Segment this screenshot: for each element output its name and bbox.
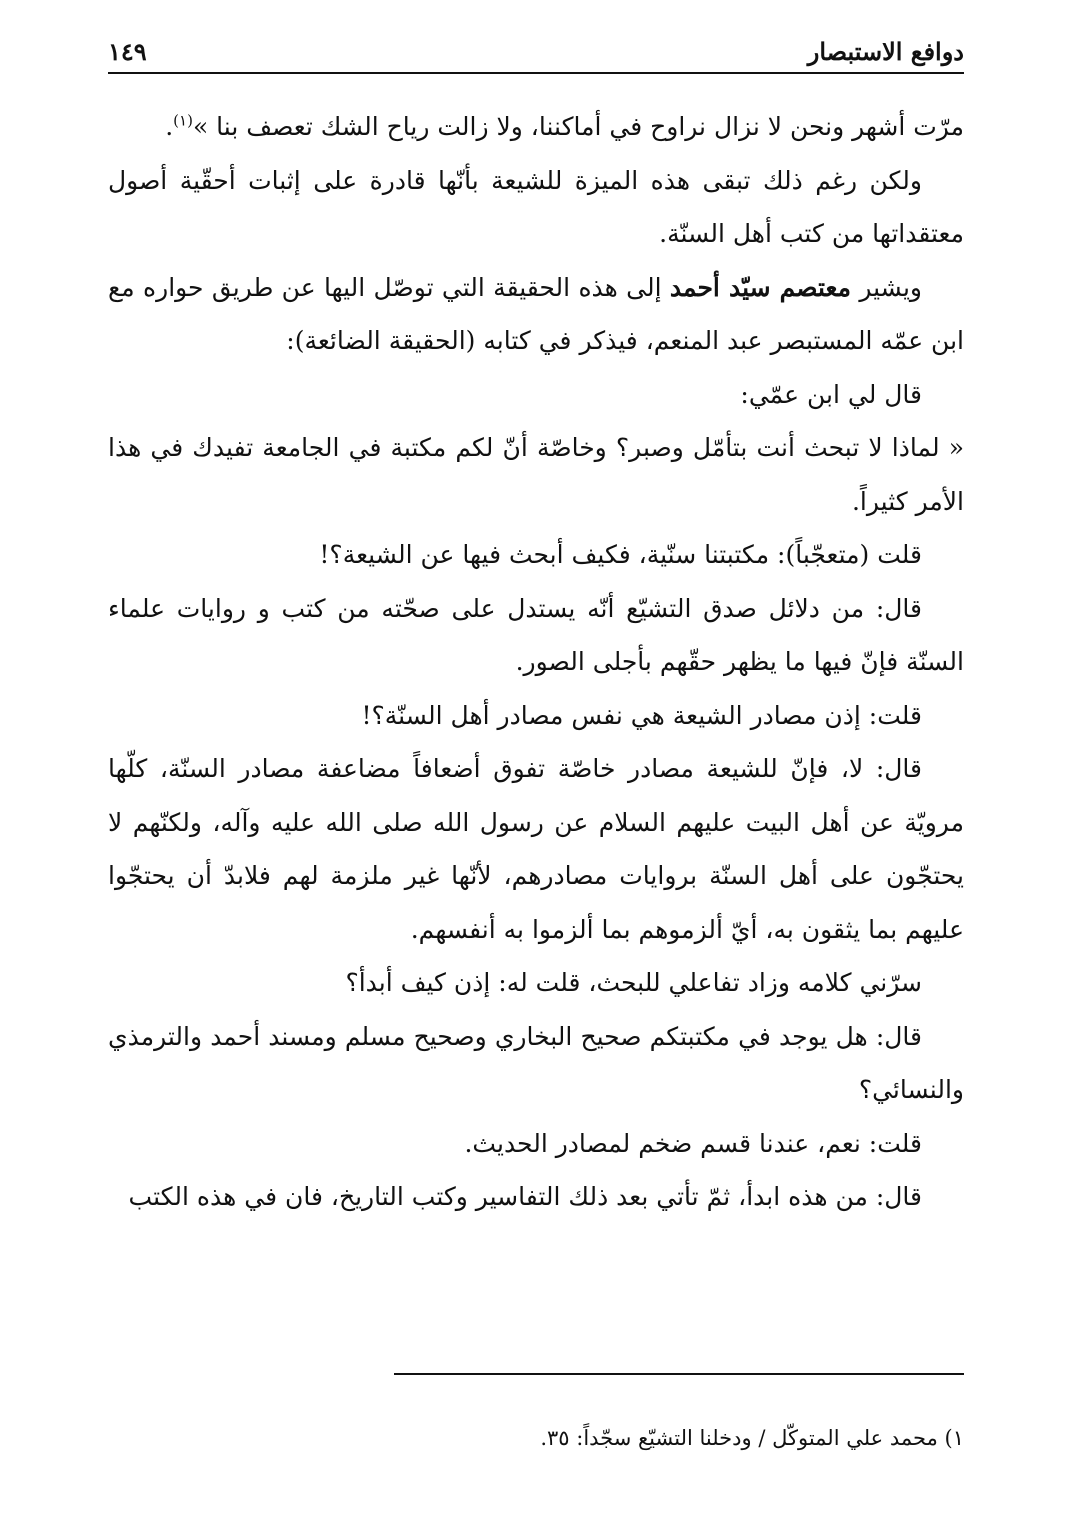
paragraph-10: سرّني كلامه وزاد تفاعلي للبحث، قلت له: إذن كيف أبدأ؟ xyxy=(345,968,922,997)
paragraph-5: « لماذا لا تبحث أنت بتأمّل وصبر؟ وخاصّة أنّ لكم مكتبة في الجامعة تفيدك في هذا الأمر كثيراً. xyxy=(108,433,964,516)
footnote-divider xyxy=(394,1373,964,1375)
paragraph-4: قال لي ابن عمّي: xyxy=(740,379,922,409)
paragraph-12: قلت: نعم، عندنا قسم ضخم لمصادر الحديث. xyxy=(464,1128,922,1158)
paragraph-2: ولكن رغم ذلك تبقى هذه الميزة للشيعة بأنّها قادرة على إثبات أحقّية أصول معتقداتها من كتب أهل السنّة. xyxy=(108,165,964,248)
paragraph-9: قال: لا، فإنّ للشيعة مصادر خاصّة تفوق أضعافاً مضاعفة مصادر السنّة، كلّها مرويّة عن أهل البيت عليهم السلام عن رسول الله صلى الله عليه وآله، ولكنّهم لا يحتجّون على أهل السنّة بروايات مصادرهم، لأنّها غير ملزمة لهم فلابدّ أن يحتجّوا عليهم بما يثقون به، أيّ ألزموهم بما ألزموا به أنفسهم. xyxy=(108,754,964,944)
paragraph-8: قلت: إذن مصادر الشيعة هي نفس مصادر أهل السنّة؟! xyxy=(361,700,922,730)
paragraph-3-prefix: ويشير xyxy=(850,272,922,302)
paragraph-1 xyxy=(108,100,964,154)
paragraph-3 xyxy=(108,261,964,368)
footnote: ١) محمد علي المتوكّل / ودخلنا التشيّع سجّداً: ٣٥. xyxy=(540,1426,964,1450)
paragraph-3-rest: إلى هذه الحقيقة التي توصّل اليها عن طريق حواره مع ابن عمّه المستبصر عبد المنعم، فيذكر في كتابه (الحقيقة الضائعة): xyxy=(108,272,964,355)
paragraph-13: قال: من هذه ابدأ، ثمّ تأتي بعد ذلك التفاسير وكتب التاريخ، فان في هذه الكتب xyxy=(128,1182,922,1211)
page-header xyxy=(108,28,964,74)
paragraph-6: قلت (متعجّباً): مكتبتنا سنّية، فكيف أبحث فيها عن الشيعة؟! xyxy=(319,540,922,569)
author-name: معتصم سيّد أحمد xyxy=(669,272,851,302)
paragraph-7: قال: من دلائل صدق التشيّع أنّه يستدل على صحّته من كتب و روايات علماء السنّة فإنّ فيها ما يظهر حقّهم بأجلى الصور. xyxy=(108,593,964,676)
page-number: ١٤٩ xyxy=(108,37,147,66)
running-title: دوافع الاستبصار xyxy=(807,37,964,66)
footnote-reference[interactable]: (١) xyxy=(173,111,193,130)
paragraph-11: قال: هل يوجد في مكتبتكم صحيح البخاري وصحيح مسلم ومسند أحمد والترمذي والنسائي؟ xyxy=(108,1021,964,1104)
paragraph-1-text: مرّت أشهر ونحن لا نزال نراوح في أماكننا، ولا زالت رياح الشك تعصف بنا » xyxy=(192,112,964,141)
body-text xyxy=(108,100,964,1224)
paragraph-1-end: . xyxy=(165,112,174,141)
